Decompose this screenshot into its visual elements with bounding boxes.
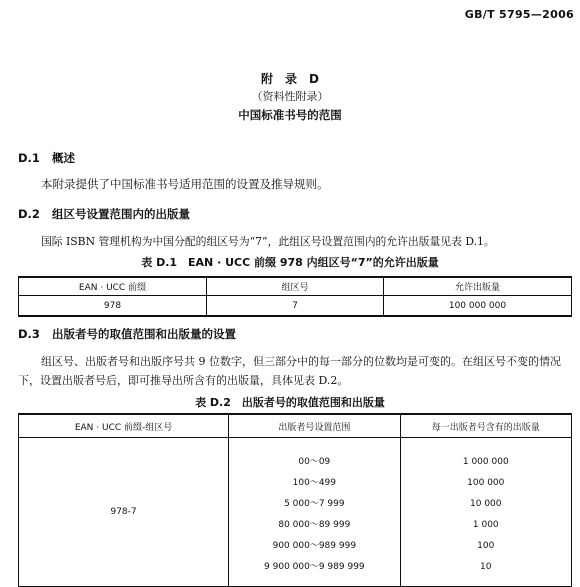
table-cell: 978 bbox=[19, 296, 207, 317]
table-cell-prefix: 978-7 bbox=[19, 438, 229, 587]
table-cell-ranges bbox=[229, 438, 400, 587]
range-value: 00～09 bbox=[298, 457, 331, 467]
section-title: 出版者号的取值范围和出版量的设置 bbox=[52, 327, 236, 341]
section-text-d1: 本附录提供了中国标准书号适用范围的设置及推导规则。 bbox=[41, 177, 329, 191]
section-text-d2: 国际 ISBN 管理机构为中国分配的组区号为“7”，此组区号设置范围内的允许出版量见表 D.1。 bbox=[41, 235, 495, 248]
table-d2 bbox=[18, 413, 572, 587]
table-header-cell: 组区号 bbox=[207, 277, 384, 296]
table-header-row bbox=[19, 414, 572, 438]
appendix-note: （资料性附录） bbox=[251, 90, 329, 103]
table-header-cell: 每一出版者号含有的出版量 bbox=[400, 414, 571, 438]
table-d1 bbox=[18, 276, 572, 317]
section-number: D.2 bbox=[18, 207, 40, 221]
section-heading-d1 bbox=[18, 150, 75, 166]
table-row bbox=[19, 296, 572, 317]
table-d1-caption: 表 D.1 EAN · UCC 前缀 978 内组区号“7”的允许出版量 bbox=[141, 256, 439, 269]
volume-value: 10 bbox=[480, 562, 492, 572]
table-row bbox=[19, 438, 572, 587]
table-header-cell: 允许出版量 bbox=[383, 277, 571, 296]
volume-value: 10 000 bbox=[470, 499, 502, 509]
volume-value: 1 000 000 bbox=[462, 457, 509, 467]
section-text-d3: 组区号、出版者号和出版序号共 9 位数字，但三部分中的每一部分的位数均是可变的。在组区号不变的情况下，设置出版者号后，即可推导出所含有的出版量，具体见表 D.2。 bbox=[18, 355, 561, 387]
table-header-row bbox=[19, 277, 572, 296]
section-number: D.3 bbox=[18, 327, 40, 341]
section-heading-d2 bbox=[18, 206, 190, 222]
range-value: 100～499 bbox=[292, 478, 337, 488]
volume-value: 1 000 bbox=[472, 520, 499, 530]
appendix-heading bbox=[0, 70, 580, 124]
range-value: 80 000～89 999 bbox=[278, 520, 351, 530]
table-cell: 100 000 000 bbox=[383, 296, 571, 317]
section-title: 概述 bbox=[52, 151, 75, 165]
standard-code: GB/T 5795—2006 bbox=[464, 8, 574, 21]
appendix-subtitle: 中国标准书号的范围 bbox=[238, 108, 342, 122]
table-header-cell: EAN · UCC 前缀-组区号 bbox=[19, 414, 229, 438]
table-d2-caption: 表 D.2 出版者号的取值范围和出版量 bbox=[195, 396, 385, 409]
section-title: 组区号设置范围内的出版量 bbox=[52, 207, 190, 221]
section-number: D.1 bbox=[18, 151, 40, 165]
section-heading-d3 bbox=[18, 326, 236, 342]
volume-value: 100 000 bbox=[467, 478, 505, 488]
table-header-cell: EAN · UCC 前缀 bbox=[19, 277, 207, 296]
table-cell-volumes bbox=[400, 438, 571, 587]
range-value: 900 000～989 999 bbox=[272, 541, 357, 551]
range-value: 5 000～7 999 bbox=[284, 499, 345, 509]
table-header-cell: 出版者号设置范围 bbox=[229, 414, 400, 438]
appendix-title: 附 录 D bbox=[261, 72, 319, 86]
range-value: 9 900 000～9 989 999 bbox=[264, 562, 365, 572]
volume-value: 100 bbox=[477, 541, 495, 551]
table-cell: 7 bbox=[207, 296, 384, 317]
